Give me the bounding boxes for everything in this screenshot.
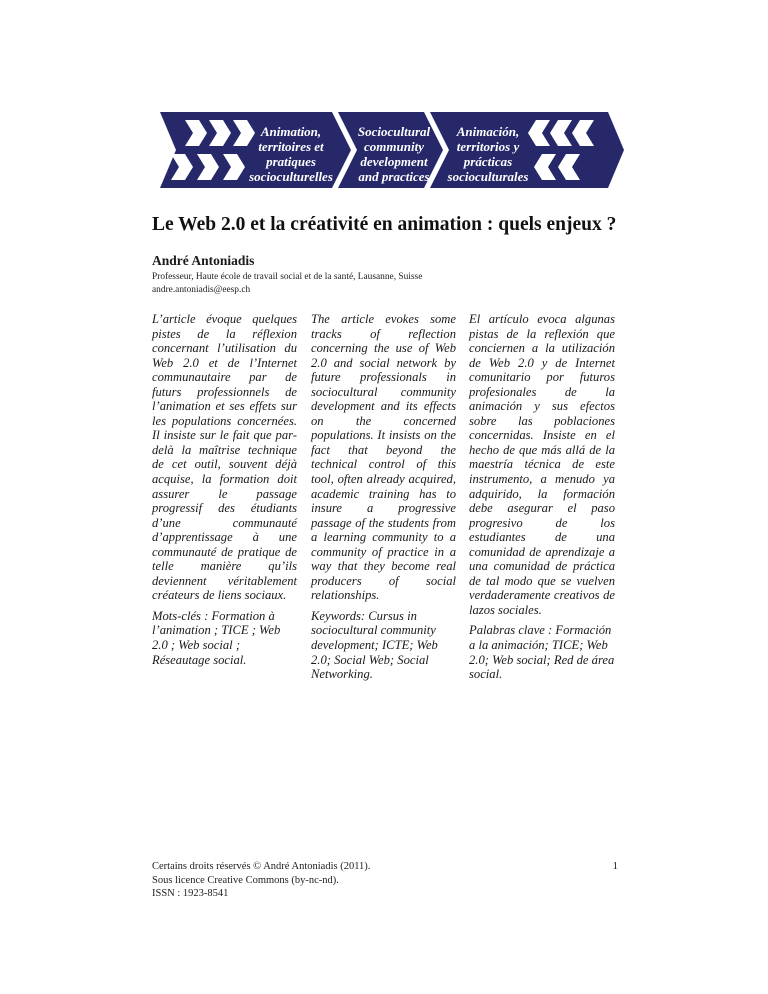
english-column: [311, 312, 456, 682]
banner-french: Animation, territoires et pratiques socioculturelles: [249, 124, 333, 184]
spanish-column: [469, 312, 615, 682]
issn: ISSN : 1923-8541: [152, 888, 229, 899]
copyright-notice: Certains droits réservés © André Antoniadis (2011).: [152, 861, 371, 872]
page-footer: [152, 860, 370, 901]
article-title: Le Web 2.0 et la créativité en animation : quels enjeux ?: [152, 214, 617, 235]
french-abstract: L’article évoque quelques pistes de la réflexion concernant l’utilisation du Web 2.0 et de l’Internet communautaire par de futurs professionnels de l’animation et ses effets sur les populations concernées. Il insiste sur le fait que par-delà la maîtrise technique de cet outil, souvent déjà acquise, la formation doit assurer le passage progressif des étudiants d’une communauté d’apprentissage à une communauté de pratique de telle manière qu’ils deviennent véritablement créateurs de liens sociaux.: [152, 312, 297, 603]
banner-english: Sociocultural community development and practices: [357, 124, 431, 184]
author-details: [152, 271, 422, 297]
author-name: André Antoniadis: [152, 253, 255, 268]
english-keywords: Keywords: Cursus in sociocultural community development; ICTE; Web 2.0; Social Web; Social Networking.: [311, 608, 438, 682]
license-notice: Sous licence Creative Commons (by-nc-nd).: [152, 874, 339, 886]
journal-banner: [152, 112, 624, 188]
page-number: 1: [612, 860, 618, 872]
author-affiliation: Professeur, Haute école de travail social et de la santé, Lausanne, Suisse: [152, 272, 423, 282]
french-column: [152, 312, 297, 667]
spanish-keywords: Palabras clave : Formación a la animación; TICE; Web 2.0; Web social; Red de área social.: [469, 623, 615, 682]
author-email: andre.antoniadis@eesp.ch: [152, 285, 251, 295]
banner-spanish: Animación, territorios y prácticas socioculturales: [447, 124, 529, 184]
spanish-abstract: El artículo evoca algunas pistas de la reflexión que conciernen a la utilización de Web 2.0 y de Internet comunitario por futuros profesionales de la animación y sus efectos sobre las poblaciones concernidas. Insiste en el hecho de que más allá de la maestría técnica de este instrumento, a menudo ya adquirido, la formación debe asegurar el paso progresivo de los estudiantes de una comunidad de aprendizaje a una comunidad de práctica de tal modo que se vuelven verdaderamente creativos de lazos sociales.: [469, 312, 615, 617]
french-keywords: Mots-clés : Formation à l’animation ; TICE ; Web 2.0 ; Web social ; Réseautage social.: [152, 608, 281, 667]
english-abstract: The article evokes some tracks of reflection concerning the use of Web 2.0 and social network by future professionals in sociocultural community development and its effects on the concerned populations. It insists on the fact that beyond the technical control of this tool, often already acquired, academic training has to insure a progressive passage of the students from a learning community to a community of practice in a way that they become real producers of social relationships.: [311, 312, 456, 603]
